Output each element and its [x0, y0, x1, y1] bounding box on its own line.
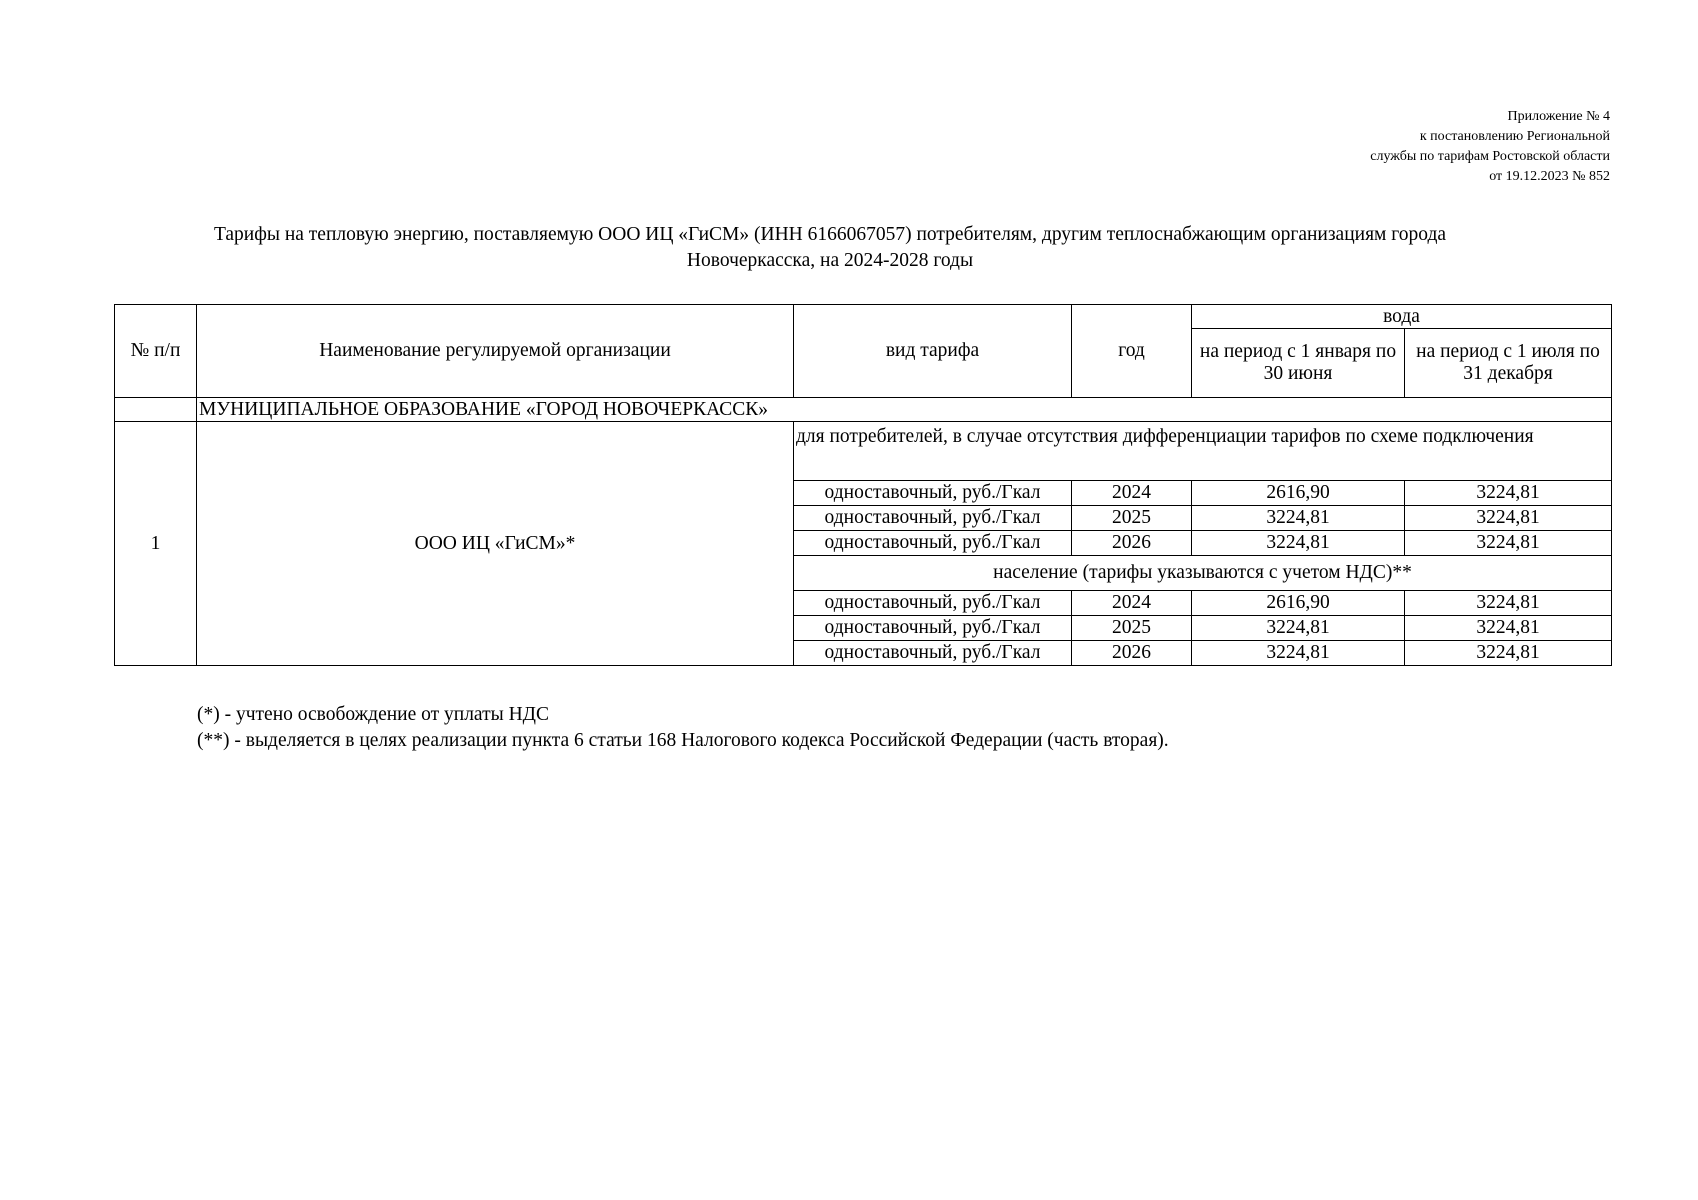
- header-organization: Наименование регулируемой организации: [197, 305, 794, 398]
- header-water: вода: [1192, 305, 1612, 329]
- period-2-value: 3224,81: [1405, 531, 1612, 556]
- tariff-type-cell: одноставочный, руб./Гкал: [794, 591, 1072, 616]
- tariff-table: [114, 304, 1612, 666]
- period-2-value: 3224,81: [1405, 641, 1612, 666]
- period-1-value: 2616,90: [1192, 481, 1405, 506]
- year-cell: 2024: [1072, 591, 1192, 616]
- period-1-value: 3224,81: [1192, 641, 1405, 666]
- header-period-1: на период с 1 января по 30 июня: [1192, 329, 1405, 398]
- tariff-type-cell: одноставочный, руб./Гкал: [794, 506, 1072, 531]
- period-1-value: 3224,81: [1192, 616, 1405, 641]
- header-row-1: [115, 305, 1612, 329]
- footnote-1: (*) - учтено освобождение от уплаты НДС: [197, 704, 549, 725]
- municipality-num-cell: [115, 398, 197, 422]
- tariff-type-cell: одноставочный, руб./Гкал: [794, 641, 1072, 666]
- header-year: год: [1072, 305, 1192, 398]
- appendix-header: [1200, 107, 1610, 187]
- document-title: [115, 222, 1545, 274]
- year-cell: 2025: [1072, 616, 1192, 641]
- appendix-line-3: службы по тарифам Ростовской области: [1370, 149, 1610, 164]
- period-2-value: 3224,81: [1405, 591, 1612, 616]
- organization-name: ООО ИЦ «ГиСМ»*: [197, 422, 794, 666]
- municipality-name: МУНИЦИПАЛЬНОЕ ОБРАЗОВАНИЕ «ГОРОД НОВОЧЕРКАССК»: [197, 398, 1612, 422]
- header-period-2: на период с 1 июля по 31 декабря: [1405, 329, 1612, 398]
- tariff-type-cell: одноставочный, руб./Гкал: [794, 481, 1072, 506]
- appendix-line-1: Приложение № 4: [1507, 109, 1610, 124]
- section-1-header-row: [115, 422, 1612, 481]
- row-number: 1: [115, 422, 197, 666]
- period-2-value: 3224,81: [1405, 506, 1612, 531]
- year-cell: 2024: [1072, 481, 1192, 506]
- year-cell: 2026: [1072, 531, 1192, 556]
- period-1-value: 3224,81: [1192, 531, 1405, 556]
- period-2-value: 3224,81: [1405, 481, 1612, 506]
- appendix-line-4: от 19.12.2023 № 852: [1489, 169, 1610, 184]
- footnote-2: (**) - выделяется в целях реализации пункта 6 статьи 168 Налогового кодекса Российской Федерации (часть вторая).: [197, 730, 1169, 751]
- tariff-type-cell: одноставочный, руб./Гкал: [794, 616, 1072, 641]
- title-line-1: Тарифы на тепловую энергию, поставляемую ООО ИЦ «ГиСМ» (ИНН 6166067057) потребителям, другим теплоснабжающим организациям города: [213, 224, 1447, 245]
- header-num: № п/п: [115, 305, 197, 398]
- section-2-title: население (тарифы указываются с учетом НДС)**: [794, 556, 1612, 591]
- title-line-2: Новочеркасска, на 2024-2028 годы: [686, 250, 974, 271]
- header-tariff-type: вид тарифа: [794, 305, 1072, 398]
- year-cell: 2026: [1072, 641, 1192, 666]
- tariff-type-cell: одноставочный, руб./Гкал: [794, 531, 1072, 556]
- section-1-title: для потребителей, в случае отсутствия дифференциации тарифов по схеме подключения: [794, 422, 1612, 481]
- year-cell: 2025: [1072, 506, 1192, 531]
- period-2-value: 3224,81: [1405, 616, 1612, 641]
- period-1-value: 3224,81: [1192, 506, 1405, 531]
- period-1-value: 2616,90: [1192, 591, 1405, 616]
- appendix-line-2: к постановлению Региональной: [1419, 129, 1610, 144]
- municipality-row: [115, 398, 1612, 422]
- footnotes: [197, 702, 1169, 754]
